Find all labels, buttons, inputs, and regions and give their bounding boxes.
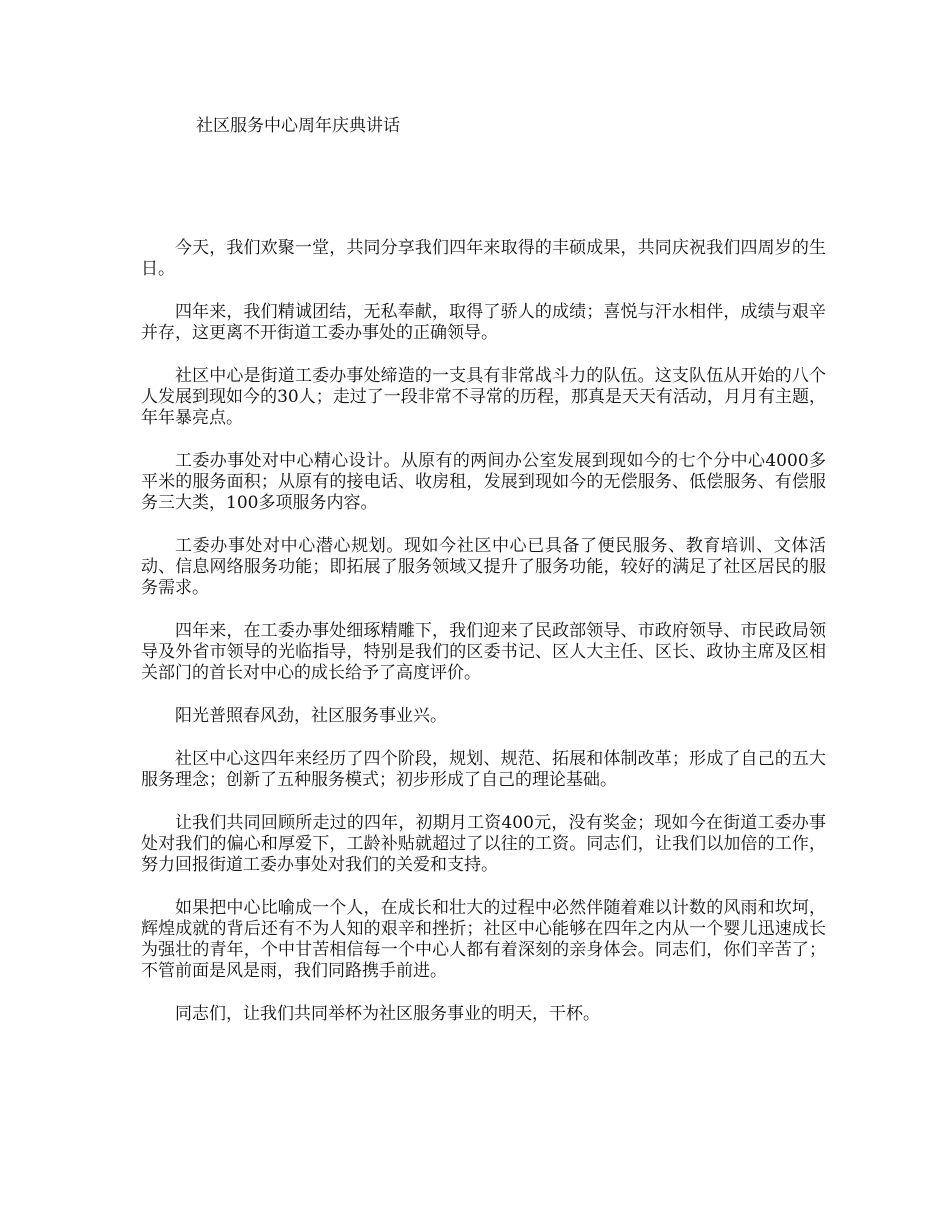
document-body [141, 238, 826, 1047]
paragraph-1: 今天，我们欢聚一堂，共同分享我们四年来取得的丰硕成果，共同庆祝我们四周岁的生日。 [141, 238, 826, 279]
paragraph-6: 四年来，在工委办事处细琢精雕下，我们迎来了民政部领导、市政府领导、市民政局领导及外省市领导的光临指导，特别是我们的区委书记、区人大主任、区长、政协主席及区相关部门的首长对中心的成长给予了高度评价。 [141, 621, 826, 683]
paragraph-3: 社区中心是街道工委办事处缔造的一支具有非常战斗力的队伍。这支队伍从开始的八个人发展到现如今的30人；走过了一段非常不寻常的历程，那真是天天有活动，月月有主题，年年暴亮点。 [141, 366, 826, 428]
paragraph-9: 让我们共同回顾所走过的四年，初期月工资400元，没有奖金；现如今在街道工委办事处对我们的偏心和厚爱下，工龄补贴就超过了以往的工资。同志们，让我们以加倍的工作，努力回报街道工委办事处对我们的关爱和支持。 [141, 813, 826, 875]
paragraph-5: 工委办事处对中心潜心规划。现如今社区中心已具备了便民服务、教育培训、文体活动、信息网络服务功能；即拓展了服务领域又提升了服务功能，较好的满足了社区居民的服务需求。 [141, 536, 826, 598]
document-title: 社区服务中心周年庆典讲话 [196, 116, 400, 136]
paragraph-11: 同志们，让我们共同举杯为社区服务事业的明天，干杯。 [175, 1004, 600, 1024]
paragraph-2: 四年来，我们精诚团结，无私奉献，取得了骄人的成绩；喜悦与汗水相伴，成绩与艰辛并存，这更离不开街道工委办事处的正确领导。 [141, 302, 826, 343]
paragraph-7: 阳光普照春风劲，社区服务事业兴。 [175, 706, 447, 726]
paragraph-4: 工委办事处对中心精心设计。从原有的两间办公室发展到现如今的七个分中心4000多平米的服务面积；从原有的接电话、收房租，发展到现如今的无偿服务、低偿服务、有偿服务三大类，100多项服务内容。 [141, 451, 826, 513]
paragraph-8: 社区中心这四年来经历了四个阶段，规划、规范、拓展和体制改革；形成了自己的五大服务理念；创新了五种服务模式；初步形成了自己的理论基础。 [141, 749, 826, 790]
paragraph-10: 如果把中心比喻成一个人，在成长和壮大的过程中必然伴随着难以计数的风雨和坎坷，辉煌成就的背后还有不为人知的艰辛和挫折；社区中心能够在四年之内从一个婴儿迅速成长为强壮的青年，个中甘苦相信每一个中心人都有着深刻的亲身体会。同志们，你们辛苦了；不管前面是风是雨，我们同路携手前进。 [141, 898, 826, 981]
